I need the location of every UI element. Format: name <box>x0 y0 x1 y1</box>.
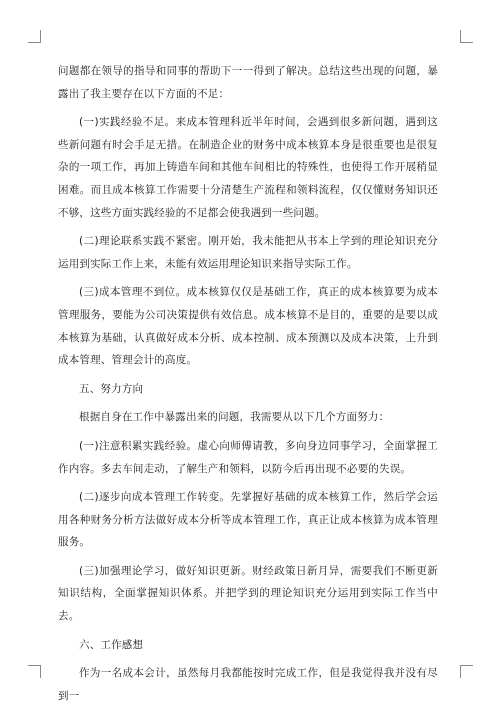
crop-mark-top-left <box>28 30 41 43</box>
paragraph-shift-to-management: (二)逐步向成本管理工作转变。先掌握好基础的成本核算工作，然后学会运用各种财务分析方法做好成本分析等成本管理工作，真正让成本核算为成本管理服务。 <box>58 491 438 549</box>
crop-mark-top-right <box>460 30 473 43</box>
paragraph-theory-study: (三)加强理论学习，做好知识更新。财经政策日新月异，需要我们不断更新知识结构，全面掌握知识体系。并把学到的理论知识充分运用到实际工作当中去。 <box>58 564 438 623</box>
crop-mark-bottom-right <box>460 665 473 678</box>
section-heading-direction: 五、努力方向 <box>79 382 144 395</box>
paragraph-practice-experience: (一)实践经验不足。来成本管理科近半年时间，会遇到很多新问题，遇到这些新问题有时会手足无措。在制造企业的财务中成本核算本身是很重要也是很复杂的一项工作，再加上铸造车间和其他车间相比的特殊性，也使得工作开展稍显困难。而且成本核算工作需要十分清楚生产流程和领料流程，仅仅懂财务知识还不够，这些方面实践经验的不足都会使我遇到一些问题。 <box>58 116 438 219</box>
paragraph-accumulate-experience: (一)注意积累实践经验。虚心向师傅请教，多向身边同事学习，全面掌握工作内容。多去车间走动，了解生产和领料，以防今后再出现不必要的失误。 <box>58 439 438 475</box>
crop-mark-bottom-left <box>28 665 41 678</box>
paragraph-direction-intro: 根据自身在工作中暴露出来的问题，我需要从以下几个方面努力： <box>79 411 390 424</box>
paragraph-reflections-start: 作为一名成本会计，虽然每月我都能按时完成工作，但是我觉得我并没有尽到一 <box>58 667 438 702</box>
section-heading-reflections: 六、工作感想 <box>79 638 144 651</box>
paragraph-cost-management: (三)成本管理不到位。成本核算仅仅是基础工作，真正的成本核算要为成本管理服务，要能为公司决策提供有效信息。成本核算不是目的，重要的是要以成本核算为基础，认真做好成本分析、成本控制、成本预测以及成本决策，上升到成本管理、管理会计的高度。 <box>58 286 438 367</box>
document-body <box>58 60 438 713</box>
paragraph-continuation: 问题都在领导的指导和同事的帮助下一一得到了解决。总结这些出现的问题，暴露出了我主要存在以下方面的不足： <box>58 65 438 100</box>
paragraph-theory-practice: (二)理论联系实践不紧密。刚开始，我未能把从书本上学到的理论知识充分运用到实际工作上来，未能有效运用理论知识来指导实际工作。 <box>58 235 438 270</box>
